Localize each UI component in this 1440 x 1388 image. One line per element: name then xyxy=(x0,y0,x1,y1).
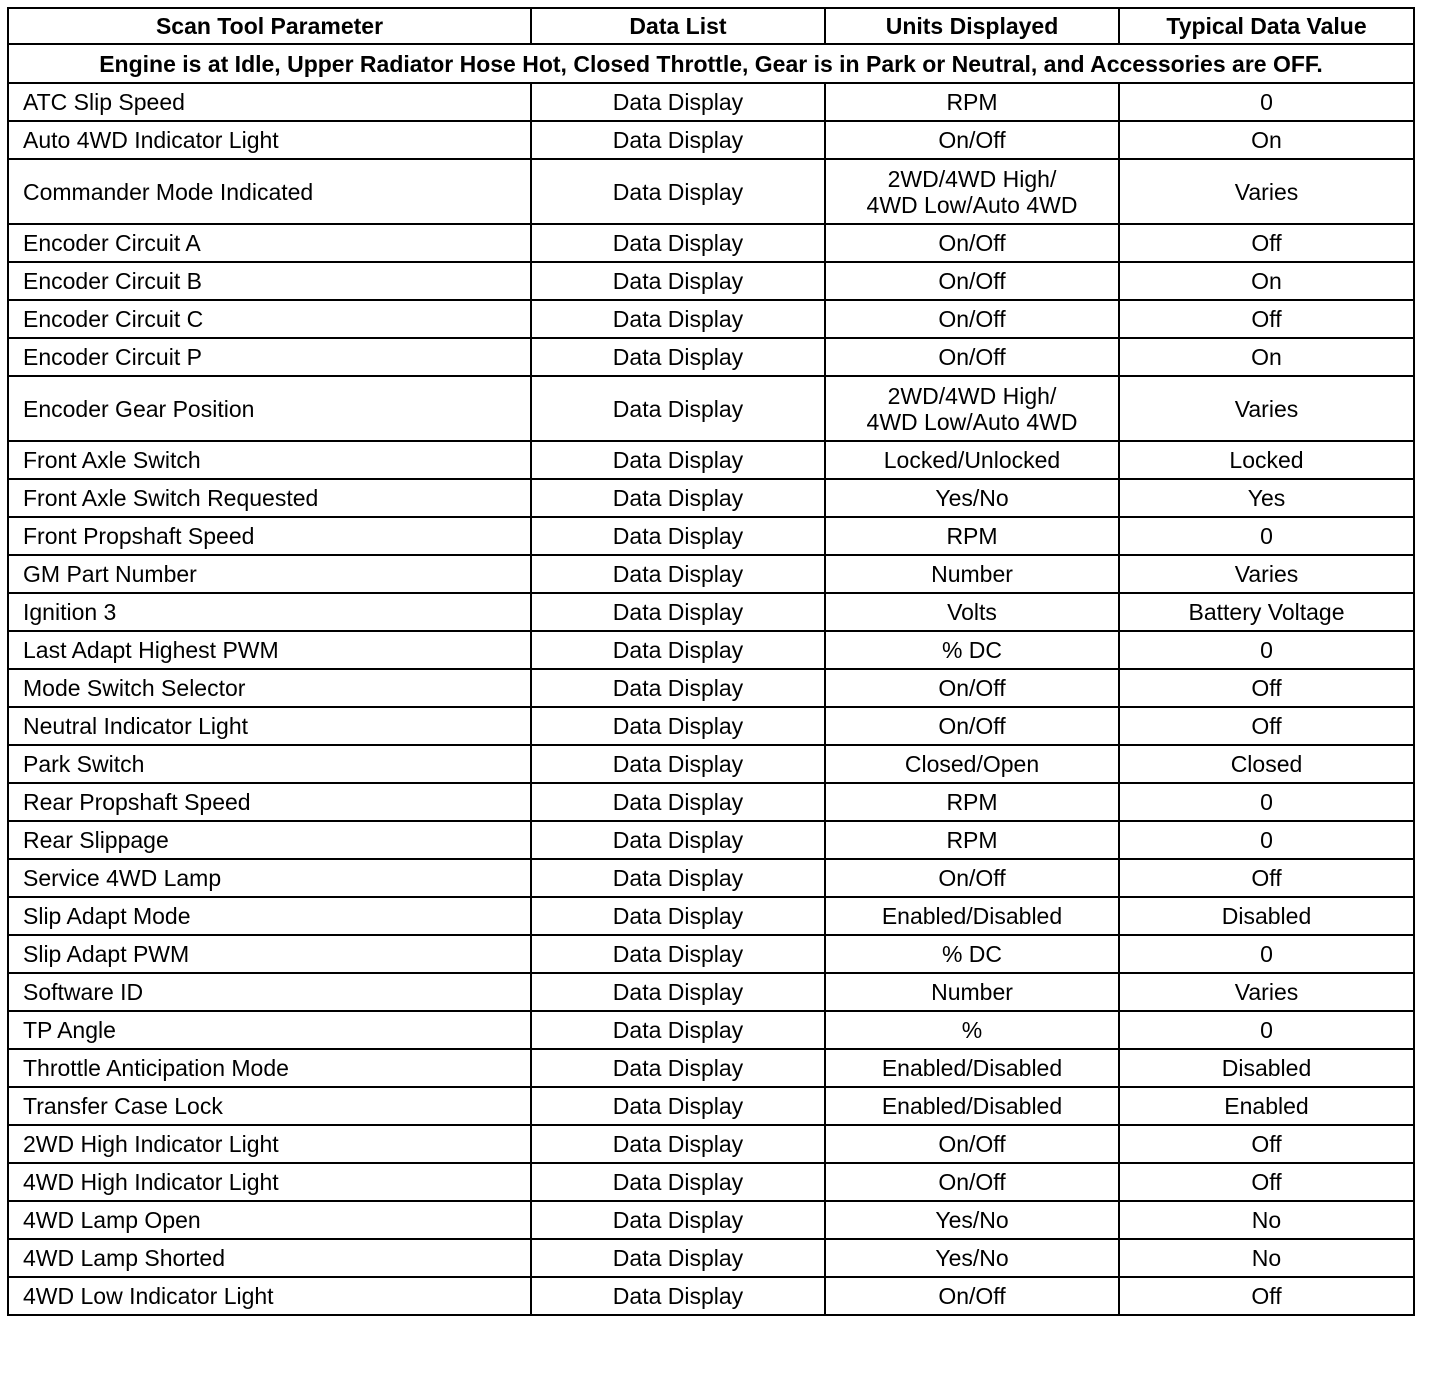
cell-data-list: Data Display xyxy=(531,300,825,338)
cell-units: % xyxy=(825,1011,1119,1049)
cell-parameter: Auto 4WD Indicator Light xyxy=(8,121,531,159)
table-row xyxy=(8,593,1414,631)
table-row xyxy=(8,300,1414,338)
cell-parameter: Rear Slippage xyxy=(8,821,531,859)
cell-parameter: Mode Switch Selector xyxy=(8,669,531,707)
cell-units: % DC xyxy=(825,631,1119,669)
cell-units: RPM xyxy=(825,83,1119,121)
table-row xyxy=(8,1087,1414,1125)
cell-typical-value: Varies xyxy=(1119,159,1414,224)
cell-data-list: Data Display xyxy=(531,1049,825,1087)
table-row xyxy=(8,821,1414,859)
cell-typical-value: Battery Voltage xyxy=(1119,593,1414,631)
cell-typical-value: No xyxy=(1119,1201,1414,1239)
cell-data-list: Data Display xyxy=(531,479,825,517)
table-row xyxy=(8,441,1414,479)
cell-data-list: Data Display xyxy=(531,555,825,593)
cell-typical-value: 0 xyxy=(1119,517,1414,555)
cell-units: On/Off xyxy=(825,859,1119,897)
cell-typical-value: No xyxy=(1119,1239,1414,1277)
table-row xyxy=(8,1049,1414,1087)
cell-parameter: Front Axle Switch xyxy=(8,441,531,479)
cell-typical-value: 0 xyxy=(1119,1011,1414,1049)
cell-data-list: Data Display xyxy=(531,1011,825,1049)
cell-units: Enabled/Disabled xyxy=(825,1087,1119,1125)
cell-data-list: Data Display xyxy=(531,1239,825,1277)
header-typical-data-value: Typical Data Value xyxy=(1119,8,1414,44)
cell-data-list: Data Display xyxy=(531,1163,825,1201)
cell-parameter: GM Part Number xyxy=(8,555,531,593)
cell-parameter: Encoder Circuit A xyxy=(8,224,531,262)
cell-typical-value: Off xyxy=(1119,1163,1414,1201)
cell-parameter: Front Propshaft Speed xyxy=(8,517,531,555)
cell-typical-value: Enabled xyxy=(1119,1087,1414,1125)
cell-data-list: Data Display xyxy=(531,338,825,376)
cell-typical-value: Off xyxy=(1119,1277,1414,1315)
cell-units: On/Off xyxy=(825,338,1119,376)
cell-parameter: ATC Slip Speed xyxy=(8,83,531,121)
table-row xyxy=(8,376,1414,441)
cell-parameter: Slip Adapt Mode xyxy=(8,897,531,935)
cell-parameter: 4WD Lamp Open xyxy=(8,1201,531,1239)
cell-units: On/Off xyxy=(825,224,1119,262)
table-row xyxy=(8,1239,1414,1277)
cell-data-list: Data Display xyxy=(531,376,825,441)
cell-units: 2WD/4WD High/ 4WD Low/Auto 4WD xyxy=(825,159,1119,224)
test-condition: Engine is at Idle, Upper Radiator Hose Hot, Closed Throttle, Gear is in Park or Neutral, and Accessories are OFF. xyxy=(8,44,1414,83)
cell-data-list: Data Display xyxy=(531,262,825,300)
cell-units: On/Off xyxy=(825,1163,1119,1201)
table-row xyxy=(8,973,1414,1011)
cell-data-list: Data Display xyxy=(531,159,825,224)
cell-data-list: Data Display xyxy=(531,783,825,821)
cell-units: Enabled/Disabled xyxy=(825,897,1119,935)
cell-typical-value: Off xyxy=(1119,669,1414,707)
cell-data-list: Data Display xyxy=(531,121,825,159)
table-row xyxy=(8,517,1414,555)
cell-units: Number xyxy=(825,973,1119,1011)
cell-units: Volts xyxy=(825,593,1119,631)
table-row xyxy=(8,897,1414,935)
cell-data-list: Data Display xyxy=(531,707,825,745)
cell-units: RPM xyxy=(825,783,1119,821)
cell-data-list: Data Display xyxy=(531,973,825,1011)
cell-units: RPM xyxy=(825,517,1119,555)
cell-parameter: Encoder Circuit P xyxy=(8,338,531,376)
scan-tool-data-table xyxy=(7,7,1415,1316)
table-row xyxy=(8,745,1414,783)
cell-parameter: Software ID xyxy=(8,973,531,1011)
cell-parameter: Ignition 3 xyxy=(8,593,531,631)
cell-units: Locked/Unlocked xyxy=(825,441,1119,479)
cell-data-list: Data Display xyxy=(531,1277,825,1315)
cell-parameter: 4WD Lamp Shorted xyxy=(8,1239,531,1277)
cell-units: On/Off xyxy=(825,1125,1119,1163)
table-row xyxy=(8,121,1414,159)
table-row xyxy=(8,262,1414,300)
cell-units: Closed/Open xyxy=(825,745,1119,783)
cell-units: Number xyxy=(825,555,1119,593)
cell-parameter: Rear Propshaft Speed xyxy=(8,783,531,821)
table-row xyxy=(8,783,1414,821)
cell-typical-value: Closed xyxy=(1119,745,1414,783)
cell-parameter: 4WD High Indicator Light xyxy=(8,1163,531,1201)
cell-units: Enabled/Disabled xyxy=(825,1049,1119,1087)
table-row xyxy=(8,1277,1414,1315)
cell-typical-value: 0 xyxy=(1119,83,1414,121)
cell-data-list: Data Display xyxy=(531,83,825,121)
cell-typical-value: Varies xyxy=(1119,973,1414,1011)
cell-typical-value: Yes xyxy=(1119,479,1414,517)
header-row xyxy=(8,8,1414,44)
cell-typical-value: 0 xyxy=(1119,631,1414,669)
table-row xyxy=(8,224,1414,262)
table-row xyxy=(8,631,1414,669)
cell-parameter: Commander Mode Indicated xyxy=(8,159,531,224)
table-row xyxy=(8,707,1414,745)
cell-typical-value: Off xyxy=(1119,224,1414,262)
cell-typical-value: Off xyxy=(1119,859,1414,897)
cell-typical-value: 0 xyxy=(1119,821,1414,859)
cell-data-list: Data Display xyxy=(531,669,825,707)
cell-parameter: Park Switch xyxy=(8,745,531,783)
cell-data-list: Data Display xyxy=(531,859,825,897)
table-row xyxy=(8,159,1414,224)
cell-data-list: Data Display xyxy=(531,1087,825,1125)
cell-units: On/Off xyxy=(825,669,1119,707)
cell-data-list: Data Display xyxy=(531,935,825,973)
cell-parameter: Encoder Circuit C xyxy=(8,300,531,338)
cell-units: 2WD/4WD High/ 4WD Low/Auto 4WD xyxy=(825,376,1119,441)
cell-units: On/Off xyxy=(825,707,1119,745)
cell-typical-value: Varies xyxy=(1119,555,1414,593)
cell-data-list: Data Display xyxy=(531,1201,825,1239)
cell-typical-value: Varies xyxy=(1119,376,1414,441)
cell-units: On/Off xyxy=(825,1277,1119,1315)
cell-parameter: Encoder Gear Position xyxy=(8,376,531,441)
cell-data-list: Data Display xyxy=(531,1125,825,1163)
condition-row xyxy=(8,44,1414,83)
cell-typical-value: Off xyxy=(1119,707,1414,745)
cell-typical-value: 0 xyxy=(1119,935,1414,973)
cell-data-list: Data Display xyxy=(531,593,825,631)
table-row xyxy=(8,479,1414,517)
cell-data-list: Data Display xyxy=(531,441,825,479)
cell-data-list: Data Display xyxy=(531,631,825,669)
cell-parameter: Slip Adapt PWM xyxy=(8,935,531,973)
cell-data-list: Data Display xyxy=(531,224,825,262)
cell-units: Yes/No xyxy=(825,1201,1119,1239)
cell-units: % DC xyxy=(825,935,1119,973)
header-data-list: Data List xyxy=(531,8,825,44)
cell-parameter: TP Angle xyxy=(8,1011,531,1049)
table-row xyxy=(8,83,1414,121)
cell-parameter: Encoder Circuit B xyxy=(8,262,531,300)
cell-typical-value: Off xyxy=(1119,300,1414,338)
cell-data-list: Data Display xyxy=(531,821,825,859)
cell-typical-value: Locked xyxy=(1119,441,1414,479)
header-scan-tool-parameter: Scan Tool Parameter xyxy=(8,8,531,44)
cell-parameter: Transfer Case Lock xyxy=(8,1087,531,1125)
table-row xyxy=(8,1011,1414,1049)
cell-data-list: Data Display xyxy=(531,517,825,555)
cell-typical-value: On xyxy=(1119,121,1414,159)
header-units-displayed: Units Displayed xyxy=(825,8,1119,44)
table-row xyxy=(8,1125,1414,1163)
table-row xyxy=(8,669,1414,707)
cell-units: On/Off xyxy=(825,300,1119,338)
table-row xyxy=(8,338,1414,376)
cell-parameter: Last Adapt Highest PWM xyxy=(8,631,531,669)
cell-units: Yes/No xyxy=(825,1239,1119,1277)
cell-parameter: 4WD Low Indicator Light xyxy=(8,1277,531,1315)
cell-parameter: Throttle Anticipation Mode xyxy=(8,1049,531,1087)
cell-parameter: Service 4WD Lamp xyxy=(8,859,531,897)
cell-parameter: Front Axle Switch Requested xyxy=(8,479,531,517)
cell-typical-value: Off xyxy=(1119,1125,1414,1163)
cell-typical-value: On xyxy=(1119,262,1414,300)
cell-typical-value: Disabled xyxy=(1119,897,1414,935)
cell-units: RPM xyxy=(825,821,1119,859)
table-row xyxy=(8,555,1414,593)
cell-parameter: Neutral Indicator Light xyxy=(8,707,531,745)
cell-typical-value: On xyxy=(1119,338,1414,376)
cell-data-list: Data Display xyxy=(531,897,825,935)
cell-units: On/Off xyxy=(825,262,1119,300)
table-row xyxy=(8,1201,1414,1239)
cell-typical-value: Disabled xyxy=(1119,1049,1414,1087)
table-row xyxy=(8,859,1414,897)
cell-data-list: Data Display xyxy=(531,745,825,783)
cell-units: Yes/No xyxy=(825,479,1119,517)
cell-typical-value: 0 xyxy=(1119,783,1414,821)
cell-parameter: 2WD High Indicator Light xyxy=(8,1125,531,1163)
table-row xyxy=(8,935,1414,973)
cell-units: On/Off xyxy=(825,121,1119,159)
table-row xyxy=(8,1163,1414,1201)
